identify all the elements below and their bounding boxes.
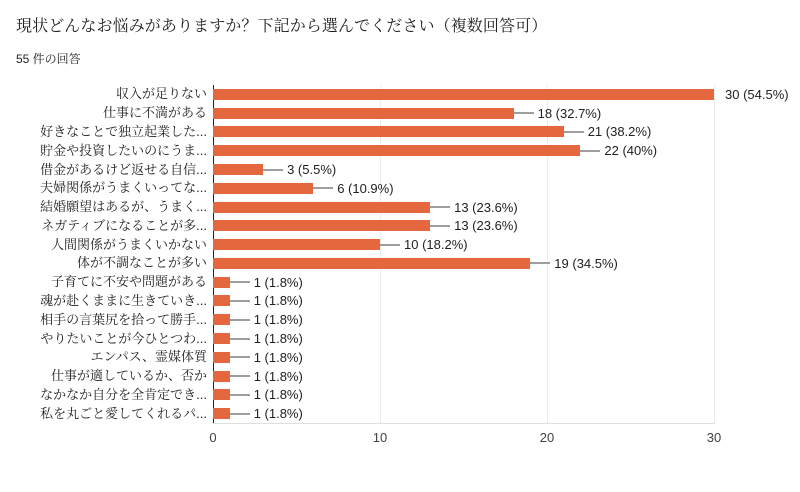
category-label: 人間関係がうまくいかない bbox=[50, 236, 207, 252]
bar[interactable] bbox=[213, 126, 564, 137]
value-label: 1 (1.8%) bbox=[253, 312, 303, 328]
bar-track bbox=[213, 310, 800, 329]
chart-row bbox=[16, 273, 800, 292]
bar-track bbox=[213, 348, 800, 367]
chart-row bbox=[16, 329, 800, 348]
annotation-stem bbox=[230, 413, 250, 415]
value-label: 19 (34.5%) bbox=[554, 255, 618, 271]
annotation-stem bbox=[230, 356, 250, 358]
value-label: 1 (1.8%) bbox=[253, 293, 303, 309]
chart-row bbox=[16, 235, 800, 254]
annotation-stem bbox=[230, 300, 250, 302]
value-label: 1 (1.8%) bbox=[253, 349, 303, 365]
category-label: エンパス、霊媒体質 bbox=[90, 349, 207, 365]
bar[interactable] bbox=[213, 333, 230, 344]
annotation-stem bbox=[230, 319, 250, 321]
category-label: 貯金や投資したいのにうま... bbox=[40, 142, 207, 158]
annotation-stem bbox=[564, 131, 584, 133]
value-label: 22 (40%) bbox=[604, 143, 658, 159]
chart-row bbox=[16, 404, 800, 423]
category-label: 仕事が適しているか、否か bbox=[50, 368, 207, 384]
chart-row bbox=[16, 216, 800, 235]
bar-track bbox=[213, 198, 800, 217]
annotation-stem bbox=[430, 225, 450, 227]
bar-track bbox=[213, 254, 800, 273]
bar[interactable] bbox=[213, 408, 230, 419]
chart-row bbox=[16, 310, 800, 329]
value-label: 1 (1.8%) bbox=[253, 387, 303, 403]
bar[interactable] bbox=[213, 295, 230, 306]
chart-row bbox=[16, 348, 800, 367]
x-axis-ticks bbox=[209, 423, 800, 445]
bar[interactable] bbox=[213, 277, 230, 288]
bar[interactable] bbox=[213, 183, 313, 194]
annotation-stem bbox=[580, 150, 600, 152]
category-label: 仕事に不満がある bbox=[102, 105, 207, 121]
value-label: 1 (1.8%) bbox=[253, 406, 303, 422]
value-label: 1 (1.8%) bbox=[253, 331, 303, 347]
annotation-stem bbox=[263, 169, 283, 171]
bar-track bbox=[213, 85, 800, 104]
annotation-stem bbox=[530, 262, 550, 264]
bar[interactable] bbox=[213, 239, 380, 250]
bar-track bbox=[213, 141, 800, 160]
annotation-stem bbox=[514, 112, 534, 114]
bar-track bbox=[213, 292, 800, 311]
x-tick-label: 0 bbox=[209, 430, 217, 445]
chart-row bbox=[16, 104, 800, 123]
value-label: 13 (23.6%) bbox=[454, 218, 518, 234]
category-label: ネガティブになることが多... bbox=[41, 217, 207, 233]
category-label: なかなか自分を全肯定でき... bbox=[40, 386, 207, 402]
bar[interactable] bbox=[213, 220, 430, 231]
chart-row bbox=[16, 141, 800, 160]
bar-track bbox=[213, 235, 800, 254]
question-title: 現状どんなお悩みがありますか？下記から選んでください（複数回答可） bbox=[16, 18, 548, 35]
category-label: 魂が赴くままに生きていき... bbox=[40, 292, 207, 308]
chart-row bbox=[16, 123, 800, 142]
value-label: 6 (10.9%) bbox=[337, 180, 394, 196]
value-label: 10 (18.2%) bbox=[404, 237, 468, 253]
bar[interactable] bbox=[213, 89, 714, 100]
category-label: 結婚願望はあるが、うまく... bbox=[40, 199, 207, 215]
bar-track bbox=[213, 386, 800, 405]
x-axis-baseline bbox=[213, 423, 715, 424]
category-label: 私を丸ごと愛してくれるパ... bbox=[40, 405, 207, 421]
chart-row bbox=[16, 85, 800, 104]
category-label: 好きなことで独立起業した... bbox=[40, 123, 207, 139]
chart-row bbox=[16, 367, 800, 386]
chart-row bbox=[16, 179, 800, 198]
value-label: 21 (38.2%) bbox=[587, 124, 652, 140]
bar[interactable] bbox=[213, 389, 230, 400]
category-label: 子育てに不安や問題がある bbox=[50, 274, 207, 290]
response-count: 55 件の回答 bbox=[16, 52, 81, 66]
category-label: 収入が足りない bbox=[115, 86, 207, 102]
chart-rows bbox=[16, 85, 800, 423]
value-label: 13 (23.6%) bbox=[454, 199, 518, 215]
x-tick-label: 10 bbox=[372, 430, 388, 445]
category-label: 相手の言葉尻を拾って勝手... bbox=[40, 311, 207, 327]
chart-row bbox=[16, 292, 800, 311]
x-tick-label: 30 bbox=[706, 430, 722, 445]
bar-track bbox=[213, 179, 800, 198]
bar-track bbox=[213, 216, 800, 235]
annotation-stem bbox=[380, 244, 400, 246]
bar-track bbox=[213, 404, 800, 423]
chart-row bbox=[16, 254, 800, 273]
bar-track bbox=[213, 273, 800, 292]
bar[interactable] bbox=[213, 164, 263, 175]
category-label: 体が不調なことが多い bbox=[76, 255, 207, 271]
annotation-stem bbox=[313, 187, 333, 189]
bar-track bbox=[213, 160, 800, 179]
value-label: 1 (1.8%) bbox=[253, 274, 303, 290]
annotation-stem bbox=[230, 281, 250, 283]
annotation-stem bbox=[430, 206, 450, 208]
bar[interactable] bbox=[213, 258, 530, 269]
category-label: 借金があるけど返せる自信... bbox=[40, 161, 207, 177]
bar[interactable] bbox=[213, 352, 230, 363]
chart-row bbox=[16, 198, 800, 217]
value-label: 1 (1.8%) bbox=[253, 368, 303, 384]
bar[interactable] bbox=[213, 202, 430, 213]
value-label: 30 (54.5%) bbox=[725, 86, 789, 102]
bar[interactable] bbox=[213, 314, 230, 325]
value-label: 18 (32.7%) bbox=[537, 105, 602, 121]
bar[interactable] bbox=[213, 371, 230, 382]
x-tick-label: 20 bbox=[539, 430, 555, 445]
category-label: やりたいことが今ひとつわ... bbox=[40, 330, 207, 346]
annotation-stem bbox=[230, 394, 250, 396]
bar-track bbox=[213, 123, 800, 142]
chart-row bbox=[16, 160, 800, 179]
chart-row bbox=[16, 386, 800, 405]
bar[interactable] bbox=[213, 145, 580, 156]
annotation-stem bbox=[230, 375, 250, 377]
bar-track bbox=[213, 367, 800, 386]
bar-track bbox=[213, 104, 800, 123]
bar[interactable] bbox=[213, 108, 514, 119]
category-label: 夫婦関係がうまくいってな... bbox=[40, 180, 207, 196]
bar-track bbox=[213, 329, 800, 348]
annotation-stem bbox=[230, 338, 250, 340]
bar-chart bbox=[16, 85, 800, 445]
value-label: 3 (5.5%) bbox=[287, 162, 337, 178]
